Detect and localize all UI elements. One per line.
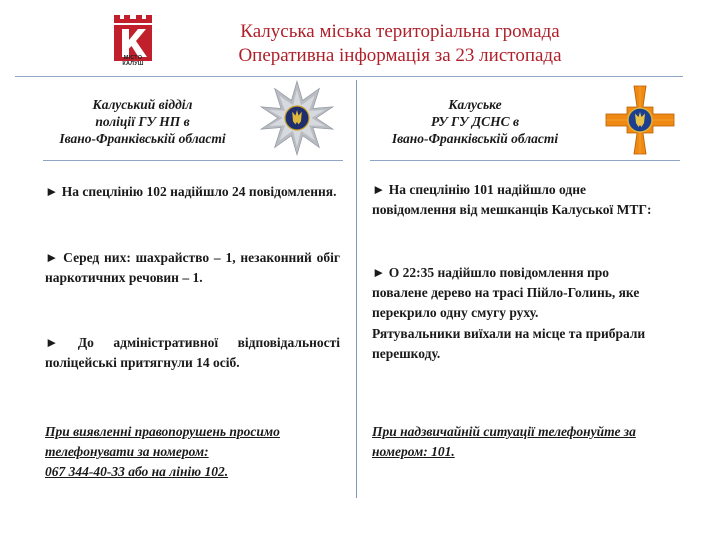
title-line-2: Оперативна інформація за 23 листопада [238, 45, 562, 66]
logo-caption: МІСТО КАЛУШ [122, 55, 144, 67]
police-paragraph-2: ► Серед них: шахрайство – 1, незаконний обіг наркотичних речовин – 1. [45, 250, 340, 285]
dsns-department-title: Калуське РУ ГУ ДСНС в Івано-Франківській області [391, 97, 559, 146]
police-star-emblem-icon [257, 78, 337, 158]
dsns-paragraph-2: ► О 22:35 надійшло повідомлення про повалене дерево на трасі Пійло-Голинь, яке перекрило одну смугу руху. [372, 265, 640, 320]
column-divider [356, 80, 357, 498]
police-paragraph-3: ► До адміністративної відповідальності поліцейські притягнули 14 осіб. [45, 335, 340, 370]
police-contact-text: При виявленні правопорушень просимо телефонувати за номером: [45, 424, 280, 459]
dsns-header-separator [370, 160, 680, 161]
dsns-cross-emblem-icon [603, 83, 677, 157]
dsns-contact-text: При надзвичайній ситуації телефонуйте за номером: 101. [372, 424, 636, 459]
police-header-separator [43, 160, 343, 161]
header-divider [15, 76, 683, 77]
police-contact-phone: 067 344-40-33 або на лінію 102. [45, 464, 229, 479]
police-department-title: Калуський відділ поліції ГУ НП в Івано-Франківській області [59, 97, 226, 146]
page-title [190, 20, 610, 68]
police-paragraph-1: ► На спецлінію 102 надійшло 24 повідомлення. [45, 184, 337, 199]
dsns-paragraph-1: ► На спецлінію 101 надійшло одне повідомлення від мешканців Калуської МТГ: [372, 182, 652, 217]
dsns-paragraph-3: Рятувальники виїхали на місце та прибрали перешкоду. [372, 326, 646, 361]
title-line-1: Калуська міська територіальна громада [240, 21, 560, 42]
